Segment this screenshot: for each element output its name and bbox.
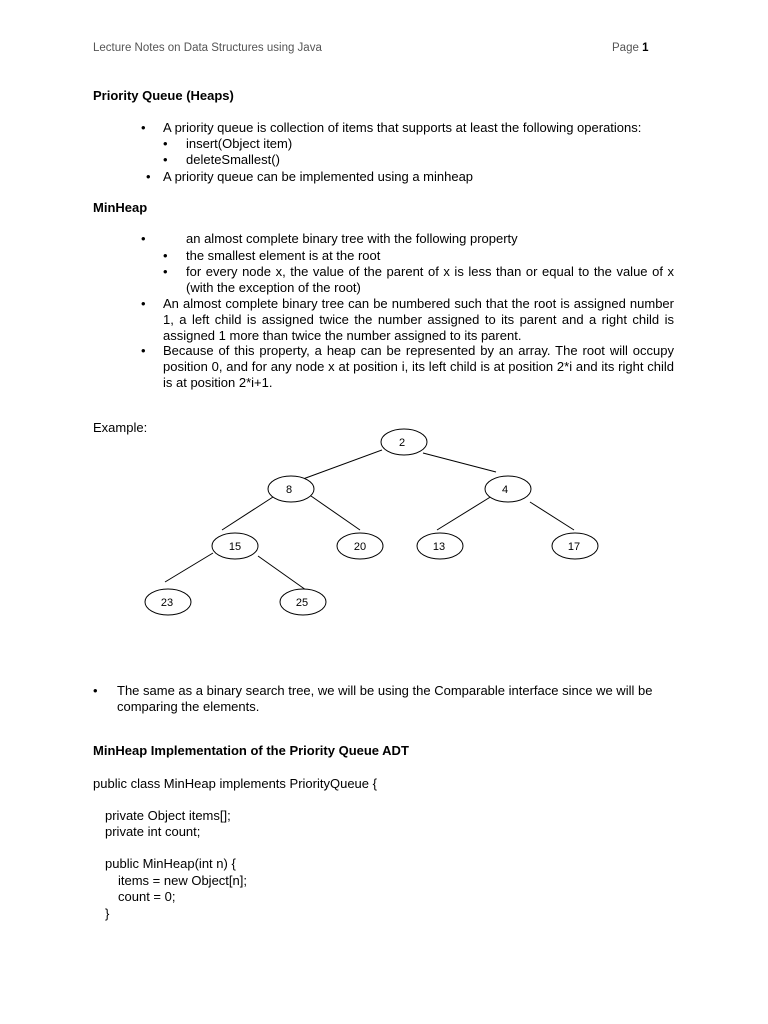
heading-implementation: MinHeap Implementation of the Priority Queue ADT — [93, 743, 409, 758]
bullet-text: Because of this property, a heap can be represented by an array. The root will occupy position 0, and for any node x at position i, its left child is at position 2*i and its right child is at position 2*i+1. — [163, 343, 674, 390]
node-label: 13 — [432, 541, 446, 553]
bullet-marker: • — [163, 248, 168, 263]
edge — [303, 450, 382, 479]
bullet-text: an almost complete binary tree with the following property — [186, 231, 518, 246]
node-label: 15 — [228, 541, 242, 553]
code-line: items = new Object[n]; — [118, 873, 247, 888]
node-label: 17 — [567, 541, 581, 553]
code-line: private Object items[]; — [105, 808, 231, 823]
code-line: count = 0; — [118, 889, 176, 904]
edge — [530, 502, 574, 530]
code-line: private int count; — [105, 824, 201, 839]
heading-priority-queue: Priority Queue (Heaps) — [93, 88, 234, 103]
edge — [437, 496, 492, 530]
code-line: public MinHeap(int n) { — [105, 856, 236, 871]
bullet-marker: • — [141, 231, 146, 246]
bullet-marker: • — [163, 264, 168, 279]
sub-bullet-text: insert(Object item) — [186, 136, 293, 151]
node-label: 4 — [501, 484, 509, 496]
note-text: The same as a binary search tree, we will be using the Comparable interface since we will be comparing the elements. — [117, 683, 653, 714]
edge — [423, 453, 496, 472]
node-label: 25 — [295, 597, 309, 609]
node-label: 8 — [285, 484, 293, 496]
sub-bullet-text: for every node x, the value of the parent of x is less than or equal to the value of x (with the exception of the root) — [186, 264, 674, 295]
bullet-marker: • — [163, 152, 168, 167]
code-line: } — [105, 906, 110, 921]
edge — [258, 556, 306, 590]
bullet-marker: • — [163, 136, 168, 151]
bullet-marker: • — [141, 296, 146, 311]
code-line: public class MinHeap implements PriorityQueue { — [93, 776, 377, 791]
edge — [311, 496, 360, 530]
bullet-text: A priority queue is collection of items that supports at least the following operations: — [163, 120, 642, 135]
bullet-marker: • — [141, 120, 146, 135]
bullet-marker: • — [93, 683, 98, 698]
node-label: 2 — [398, 437, 406, 449]
bullet-marker: • — [146, 169, 151, 184]
edge — [165, 553, 213, 582]
sub-bullet-text: the smallest element is at the root — [186, 248, 381, 263]
sub-bullet-text: deleteSmallest() — [186, 152, 280, 167]
heading-minheap: MinHeap — [93, 200, 148, 215]
bullet-marker: • — [141, 343, 146, 358]
page-label: Page — [612, 42, 639, 54]
bullet-text: An almost complete binary tree can be numbered such that the root is assigned number 1, a left child is assigned twice the number assigned to its parent and a right child is assigned 1 more than twice the number assigned to its parent. — [163, 296, 674, 343]
header-title: Lecture Notes on Data Structures using Java — [93, 42, 322, 54]
node-label: 23 — [160, 597, 174, 609]
page-number: 1 — [642, 42, 649, 54]
edge — [222, 497, 273, 530]
example-label: Example: — [93, 420, 148, 435]
bullet-text: A priority queue can be implemented using a minheap — [163, 169, 474, 184]
node-label: 20 — [353, 541, 367, 553]
